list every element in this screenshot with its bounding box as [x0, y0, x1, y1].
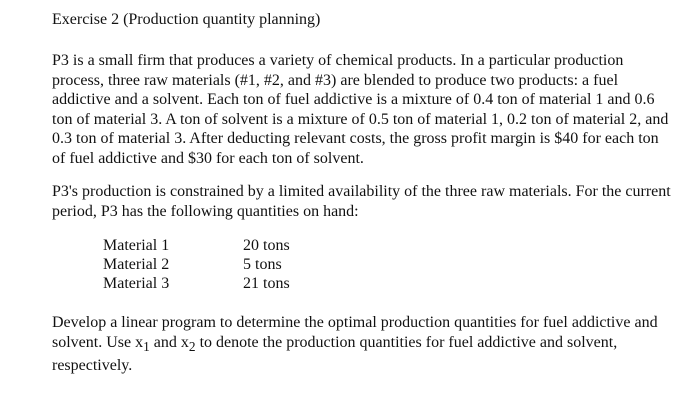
material-quantity: 5 tons [243, 256, 282, 273]
material-quantity: 21 tons [243, 275, 290, 292]
material-row [103, 255, 363, 274]
material-name: Material 3 [103, 275, 170, 292]
subscript: 2 [188, 338, 196, 354]
text-fragment: and x [149, 333, 189, 351]
paragraph-line [52, 333, 662, 357]
paragraph-line: 0.3 ton of material 3. After deducting relevant costs, the gross profit margin is $40 for each ton [52, 130, 659, 147]
paragraph-line: process, three raw materials (#1, #2, and #3) are blended to produce two products: a fuel [52, 71, 619, 89]
material-name: Material 2 [103, 256, 170, 273]
constraint-paragraph [52, 182, 671, 221]
paragraph-line: Develop a linear program to determine the optimal production quantities for fuel addictive and [52, 314, 658, 331]
paragraph-line: of fuel addictive and $30 for each ton of solvent. [52, 149, 364, 167]
paragraph-line: period, P3 has the following quantities on hand: [52, 202, 359, 220]
task-paragraph [52, 313, 662, 376]
paragraph-line: ton of material 3. A ton of solvent is a mixture of 0.5 ton of material 1, 0.2 ton of material 2, and [52, 110, 669, 128]
material-name: Material 1 [103, 237, 170, 254]
text-fragment: to denote the production quantities for fuel addictive and solvent, [195, 333, 618, 351]
subscript: 1 [143, 338, 150, 354]
material-quantity: 20 tons [243, 237, 290, 254]
materials-table [103, 236, 363, 293]
paragraph-line: respectively. [52, 357, 133, 375]
problem-description-paragraph [52, 51, 669, 168]
paragraph-line: addictive and a solvent. Each ton of fuel addictive is a mixture of 0.4 ton of material 1 and 0.6 [52, 91, 655, 108]
exercise-title: Exercise 2 (Production quantity planning) [52, 11, 321, 28]
paragraph-line: P3's production is constrained by a limited availability of the three raw materials. For the current [52, 183, 671, 200]
material-row [103, 236, 363, 255]
paragraph-line: P3 is a small firm that produces a variety of chemical products. In a particular production [52, 52, 624, 69]
material-row [103, 274, 363, 293]
text-fragment: solvent. Use x [52, 333, 144, 351]
